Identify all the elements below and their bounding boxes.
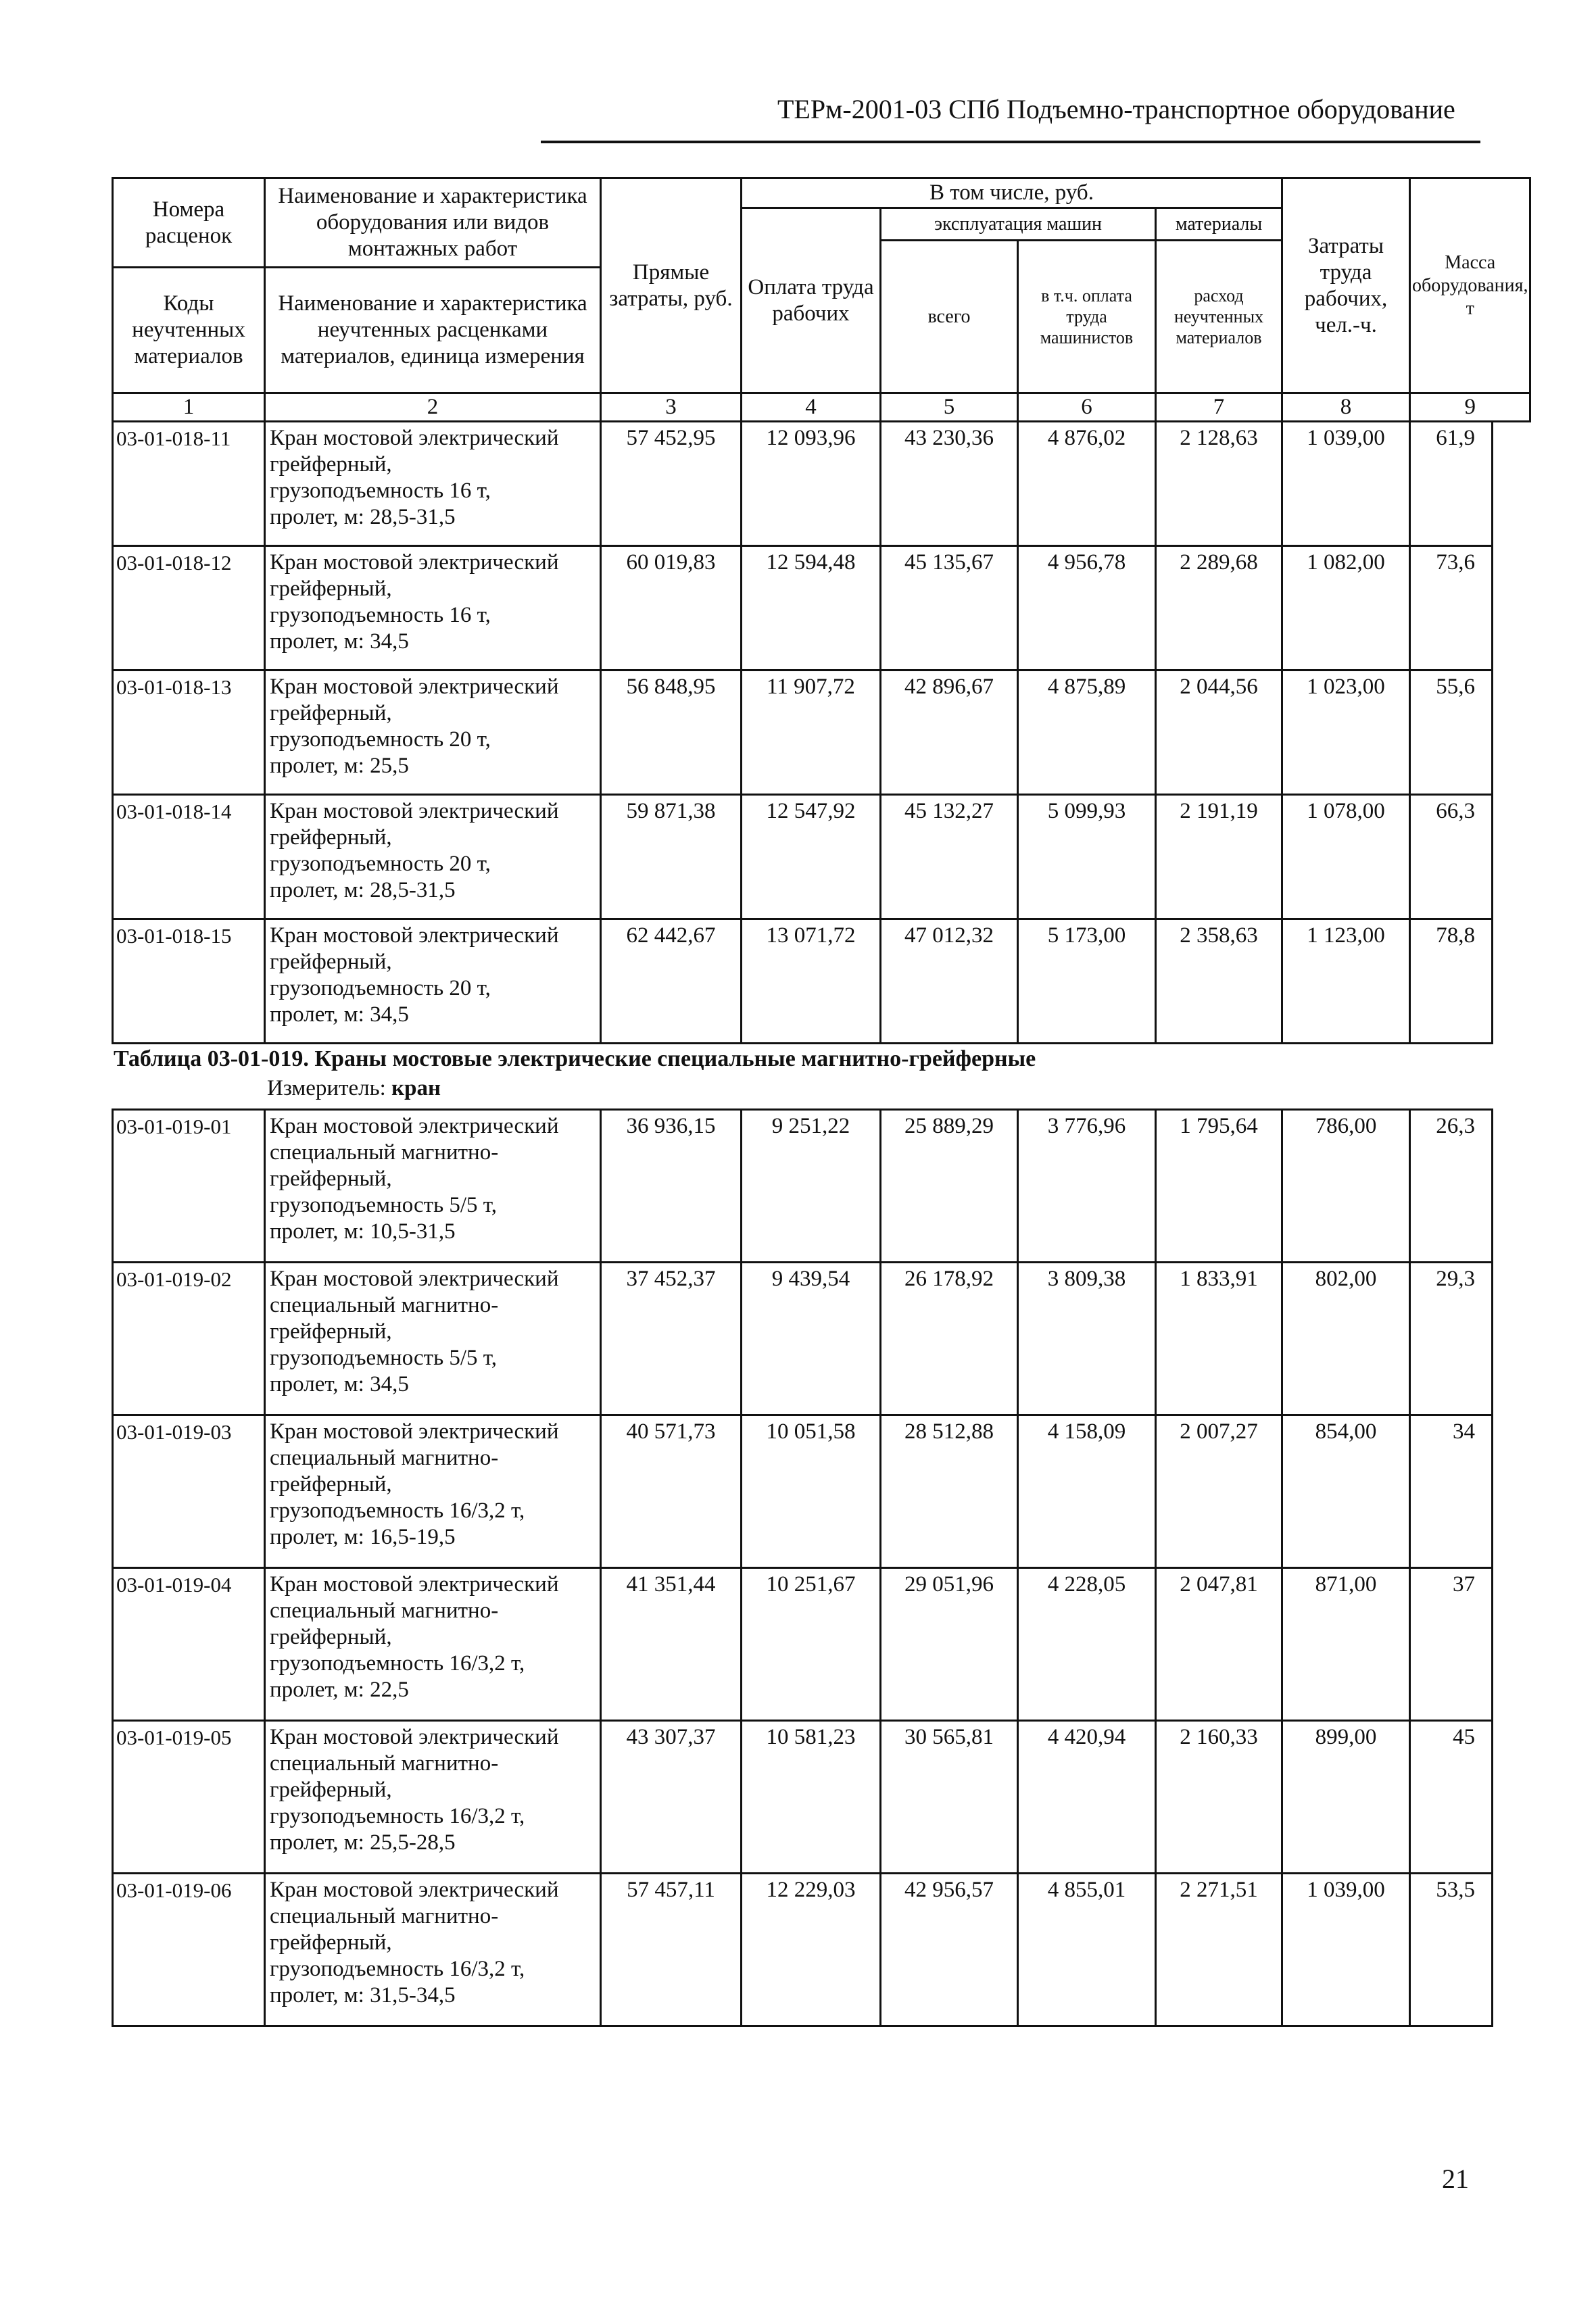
rate-name-line: Кран мостовой электрический	[270, 426, 559, 450]
rate-name-line: грейферный,	[270, 1625, 392, 1649]
rate-code-cell: 03-01-019-05	[113, 1721, 265, 1874]
materials-cell: 2 358,63	[1156, 919, 1282, 1044]
mass-cell: 26,3	[1410, 1110, 1493, 1263]
machines-total-cell: 26 178,92	[881, 1263, 1018, 1415]
rate-name-line: пролет, м: 28,5-31,5	[270, 878, 456, 902]
table-row	[113, 1874, 1493, 2026]
mass-cell: 34	[1410, 1415, 1493, 1568]
direct-costs-cell: 62 442,67	[601, 919, 742, 1044]
direct-costs-cell: 57 457,11	[601, 1874, 742, 2026]
rate-name-line: грузоподъемность 5/5 т,	[270, 1193, 497, 1217]
col-mass-header: Масса оборудования, т	[1410, 178, 1530, 393]
labor-hours-cell: 1 082,00	[1282, 546, 1410, 671]
labor-pay-cell: 10 251,67	[742, 1568, 881, 1721]
rate-code-cell: 03-01-019-01	[113, 1110, 265, 1263]
col-number: 9	[1410, 393, 1530, 422]
table-018-rates	[112, 420, 1493, 1044]
rate-name-line: Кран мостовой электрический	[270, 1267, 559, 1291]
operators-pay-cell: 4 876,02	[1018, 422, 1156, 546]
column-header-table	[112, 177, 1531, 422]
direct-costs-cell: 56 848,95	[601, 671, 742, 795]
rate-name-line: грейферный,	[270, 950, 392, 974]
mass-cell: 73,6	[1410, 546, 1493, 671]
labor-hours-cell: 899,00	[1282, 1721, 1410, 1874]
col-number: 2	[265, 393, 601, 422]
materials-cell: 2 160,33	[1156, 1721, 1282, 1874]
labor-pay-cell: 10 051,58	[742, 1415, 881, 1568]
operators-pay-cell: 3 776,96	[1018, 1110, 1156, 1263]
col-machines-total-header: всего	[881, 241, 1018, 393]
rate-code-cell: 03-01-018-11	[113, 422, 265, 546]
mass-cell: 66,3	[1410, 795, 1493, 919]
machines-total-cell: 30 565,81	[881, 1721, 1018, 1874]
rate-name-line: пролет, м: 25,5-28,5	[270, 1830, 456, 1855]
table-019-meter	[267, 1076, 441, 1101]
rate-name-line: грузоподъемность 16/3,2 т,	[270, 1498, 525, 1523]
rate-name-line: грузоподъемность 16/3,2 т,	[270, 1957, 525, 1981]
operators-pay-cell: 4 158,09	[1018, 1415, 1156, 1568]
table-019-title: Таблица 03-01-019. Краны мостовые электрические специальные магнитно-грейферные	[114, 1046, 1036, 1071]
col-labor-hours-header: Затраты труда рабочих, чел.-ч.	[1282, 178, 1410, 393]
materials-cell: 2 047,81	[1156, 1568, 1282, 1721]
direct-costs-cell: 59 871,38	[601, 795, 742, 919]
rate-name-line: грейферный,	[270, 1167, 392, 1191]
labor-pay-cell: 12 547,92	[742, 795, 881, 919]
rate-name-line: специальный магнитно-	[270, 1599, 499, 1623]
materials-cell: 1 795,64	[1156, 1110, 1282, 1263]
col-name-header: Наименование и характеристика оборудования или видов монтажных работ	[265, 178, 601, 268]
mass-cell: 37	[1410, 1568, 1493, 1721]
rate-name-cell	[265, 1874, 601, 2026]
rate-name-line: пролет, м: 16,5-19,5	[270, 1525, 456, 1549]
rate-name-line: грузоподъемность 16/3,2 т,	[270, 1651, 525, 1676]
rate-name-line: грузоподъемность 16 т,	[270, 603, 491, 627]
rate-code-cell: 03-01-019-02	[113, 1263, 265, 1415]
labor-pay-cell: 11 907,72	[742, 671, 881, 795]
labor-hours-cell: 1 023,00	[1282, 671, 1410, 795]
table-019-rates	[112, 1108, 1493, 2027]
labor-pay-cell: 10 581,23	[742, 1721, 881, 1874]
col-number: 5	[881, 393, 1018, 422]
machines-total-cell: 29 051,96	[881, 1568, 1018, 1721]
labor-hours-cell: 1 123,00	[1282, 919, 1410, 1044]
col-number: 3	[601, 393, 742, 422]
mass-cell: 29,3	[1410, 1263, 1493, 1415]
rate-name-line: Кран мостовой электрический	[270, 923, 559, 948]
rate-name-line: грузоподъемность 20 т,	[270, 852, 491, 876]
table-row	[113, 1263, 1493, 1415]
rate-name-line: пролет, м: 25,5	[270, 754, 409, 778]
rate-name-line: Кран мостовой электрический	[270, 1572, 559, 1597]
materials-cell: 2 044,56	[1156, 671, 1282, 795]
col-number: 8	[1282, 393, 1410, 422]
mass-cell: 61,9	[1410, 422, 1493, 546]
rate-name-cell	[265, 919, 601, 1044]
rate-code-cell: 03-01-018-13	[113, 671, 265, 795]
materials-cell: 2 271,51	[1156, 1874, 1282, 2026]
rate-name-cell	[265, 1568, 601, 1721]
col-number: 6	[1018, 393, 1156, 422]
header-rule	[541, 141, 1480, 143]
rate-name-line: пролет, м: 34,5	[270, 1002, 409, 1027]
table-row	[113, 671, 1493, 795]
direct-costs-cell: 40 571,73	[601, 1415, 742, 1568]
labor-hours-cell: 802,00	[1282, 1263, 1410, 1415]
table-row	[113, 919, 1493, 1044]
rate-name-line: грейферный,	[270, 1930, 392, 1955]
rate-name-line: грузоподъемность 16/3,2 т,	[270, 1804, 525, 1828]
rate-name-cell	[265, 546, 601, 671]
rate-name-line: грузоподъемность 20 т,	[270, 727, 491, 752]
operators-pay-cell: 5 173,00	[1018, 919, 1156, 1044]
col-material-name-header: Наименование и характеристика неучтенных расценками материалов, единица измерения	[265, 268, 601, 393]
rate-name-line: грейферный,	[270, 701, 392, 725]
labor-hours-cell: 786,00	[1282, 1110, 1410, 1263]
labor-pay-cell: 9 251,22	[742, 1110, 881, 1263]
rate-name-line: грузоподъемность 20 т,	[270, 976, 491, 1000]
materials-cell: 2 007,27	[1156, 1415, 1282, 1568]
rate-name-cell	[265, 1415, 601, 1568]
rate-name-cell	[265, 795, 601, 919]
rate-name-line: пролет, м: 10,5-31,5	[270, 1219, 456, 1244]
rate-name-line: Кран мостовой электрический	[270, 1725, 559, 1749]
rate-name-cell	[265, 1110, 601, 1263]
col-unaccounted-materials-header: расход неучтенных материалов	[1156, 241, 1282, 393]
rate-code-cell: 03-01-019-03	[113, 1415, 265, 1568]
rate-name-line: грейферный,	[270, 1319, 392, 1344]
meter-label: Измеритель:	[267, 1076, 386, 1100]
rate-name-line: грузоподъемность 5/5 т,	[270, 1346, 497, 1370]
page-number: 21	[1442, 2164, 1469, 2194]
rate-code-cell: 03-01-018-15	[113, 919, 265, 1044]
direct-costs-cell: 37 452,37	[601, 1263, 742, 1415]
labor-hours-cell: 1 039,00	[1282, 1874, 1410, 2026]
rate-code-cell: 03-01-019-04	[113, 1568, 265, 1721]
table-row	[113, 546, 1493, 671]
operators-pay-cell: 4 956,78	[1018, 546, 1156, 671]
labor-pay-cell: 12 093,96	[742, 422, 881, 546]
mass-cell: 45	[1410, 1721, 1493, 1874]
rate-code-cell: 03-01-018-14	[113, 795, 265, 919]
labor-pay-cell: 9 439,54	[742, 1263, 881, 1415]
rate-name-cell	[265, 671, 601, 795]
col-number: 4	[742, 393, 881, 422]
col-machines-header: эксплуатация машин	[881, 208, 1156, 241]
col-labor-pay-header: Оплата труда рабочих	[742, 208, 881, 393]
col-materials-header: материалы	[1156, 208, 1282, 241]
direct-costs-cell: 43 307,37	[601, 1721, 742, 1874]
rate-name-line: Кран мостовой электрический	[270, 1419, 559, 1444]
machines-total-cell: 45 132,27	[881, 795, 1018, 919]
machines-total-cell: 25 889,29	[881, 1110, 1018, 1263]
rate-name-line: пролет, м: 34,5	[270, 629, 409, 654]
col-operators-pay-header: в т.ч. оплата труда машинистов	[1018, 241, 1156, 393]
col-rate-number-header: Номера расценок	[113, 178, 265, 268]
machines-total-cell: 45 135,67	[881, 546, 1018, 671]
labor-hours-cell: 854,00	[1282, 1415, 1410, 1568]
operators-pay-cell: 4 420,94	[1018, 1721, 1156, 1874]
rate-name-line: Кран мостовой электрический	[270, 550, 559, 575]
rate-name-line: специальный магнитно-	[270, 1140, 499, 1165]
rate-name-line: грейферный,	[270, 825, 392, 850]
direct-costs-cell: 57 452,95	[601, 422, 742, 546]
materials-cell: 2 191,19	[1156, 795, 1282, 919]
operators-pay-cell: 4 855,01	[1018, 1874, 1156, 2026]
rate-name-cell	[265, 422, 601, 546]
rate-name-line: пролет, м: 34,5	[270, 1372, 409, 1396]
mass-cell: 53,5	[1410, 1874, 1493, 2026]
rate-name-line: Кран мостовой электрический	[270, 675, 559, 699]
rate-name-line: специальный магнитно-	[270, 1293, 499, 1317]
machines-total-cell: 28 512,88	[881, 1415, 1018, 1568]
col-number: 7	[1156, 393, 1282, 422]
rate-name-line: грейферный,	[270, 1778, 392, 1802]
rate-name-line: специальный магнитно-	[270, 1751, 499, 1776]
direct-costs-cell: 41 351,44	[601, 1568, 742, 1721]
operators-pay-cell: 4 875,89	[1018, 671, 1156, 795]
col-group-header: В том числе, руб.	[742, 178, 1282, 208]
table-row	[113, 422, 1493, 546]
direct-costs-cell: 60 019,83	[601, 546, 742, 671]
materials-cell: 1 833,91	[1156, 1263, 1282, 1415]
rate-code-cell: 03-01-018-12	[113, 546, 265, 671]
col-material-codes-header: Коды неучтенных материалов	[113, 268, 265, 393]
machines-total-cell: 47 012,32	[881, 919, 1018, 1044]
col-direct-costs-header: Прямые затраты, руб.	[601, 178, 742, 393]
rate-name-line: грейферный,	[270, 1472, 392, 1496]
machines-total-cell: 42 896,67	[881, 671, 1018, 795]
rate-name-line: Кран мостовой электрический	[270, 799, 559, 823]
table-row	[113, 1568, 1493, 1721]
machines-total-cell: 43 230,36	[881, 422, 1018, 546]
operators-pay-cell: 5 099,93	[1018, 795, 1156, 919]
labor-hours-cell: 871,00	[1282, 1568, 1410, 1721]
running-title: ТЕРм-2001-03 СПб Подъемно-транспортное оборудование	[777, 94, 1455, 124]
direct-costs-cell: 36 936,15	[601, 1110, 742, 1263]
rate-name-cell	[265, 1263, 601, 1415]
labor-pay-cell: 12 594,48	[742, 546, 881, 671]
table-row	[113, 1110, 1493, 1263]
rate-name-line: грейферный,	[270, 452, 392, 477]
operators-pay-cell: 4 228,05	[1018, 1568, 1156, 1721]
mass-cell: 55,6	[1410, 671, 1493, 795]
materials-cell: 2 289,68	[1156, 546, 1282, 671]
operators-pay-cell: 3 809,38	[1018, 1263, 1156, 1415]
labor-hours-cell: 1 039,00	[1282, 422, 1410, 546]
rate-name-line: пролет, м: 31,5-34,5	[270, 1983, 456, 2007]
machines-total-cell: 42 956,57	[881, 1874, 1018, 2026]
rate-name-line: специальный магнитно-	[270, 1446, 499, 1470]
rate-name-line: Кран мостовой электрический	[270, 1114, 559, 1138]
rate-name-line: специальный магнитно-	[270, 1904, 499, 1928]
table-row	[113, 1721, 1493, 1874]
rate-code-cell: 03-01-019-06	[113, 1874, 265, 2026]
labor-pay-cell: 13 071,72	[742, 919, 881, 1044]
table-row	[113, 1415, 1493, 1568]
rate-name-line: Кран мостовой электрический	[270, 1878, 559, 1902]
table-row	[113, 795, 1493, 919]
rate-name-cell	[265, 1721, 601, 1874]
rate-name-line: пролет, м: 22,5	[270, 1678, 409, 1702]
labor-hours-cell: 1 078,00	[1282, 795, 1410, 919]
rate-name-line: пролет, м: 28,5-31,5	[270, 505, 456, 529]
rate-name-line: грейферный,	[270, 577, 392, 601]
col-number: 1	[113, 393, 265, 422]
mass-cell: 78,8	[1410, 919, 1493, 1044]
labor-pay-cell: 12 229,03	[742, 1874, 881, 2026]
materials-cell: 2 128,63	[1156, 422, 1282, 546]
meter-unit: кран	[391, 1076, 441, 1100]
rate-name-line: грузоподъемность 16 т,	[270, 479, 491, 503]
